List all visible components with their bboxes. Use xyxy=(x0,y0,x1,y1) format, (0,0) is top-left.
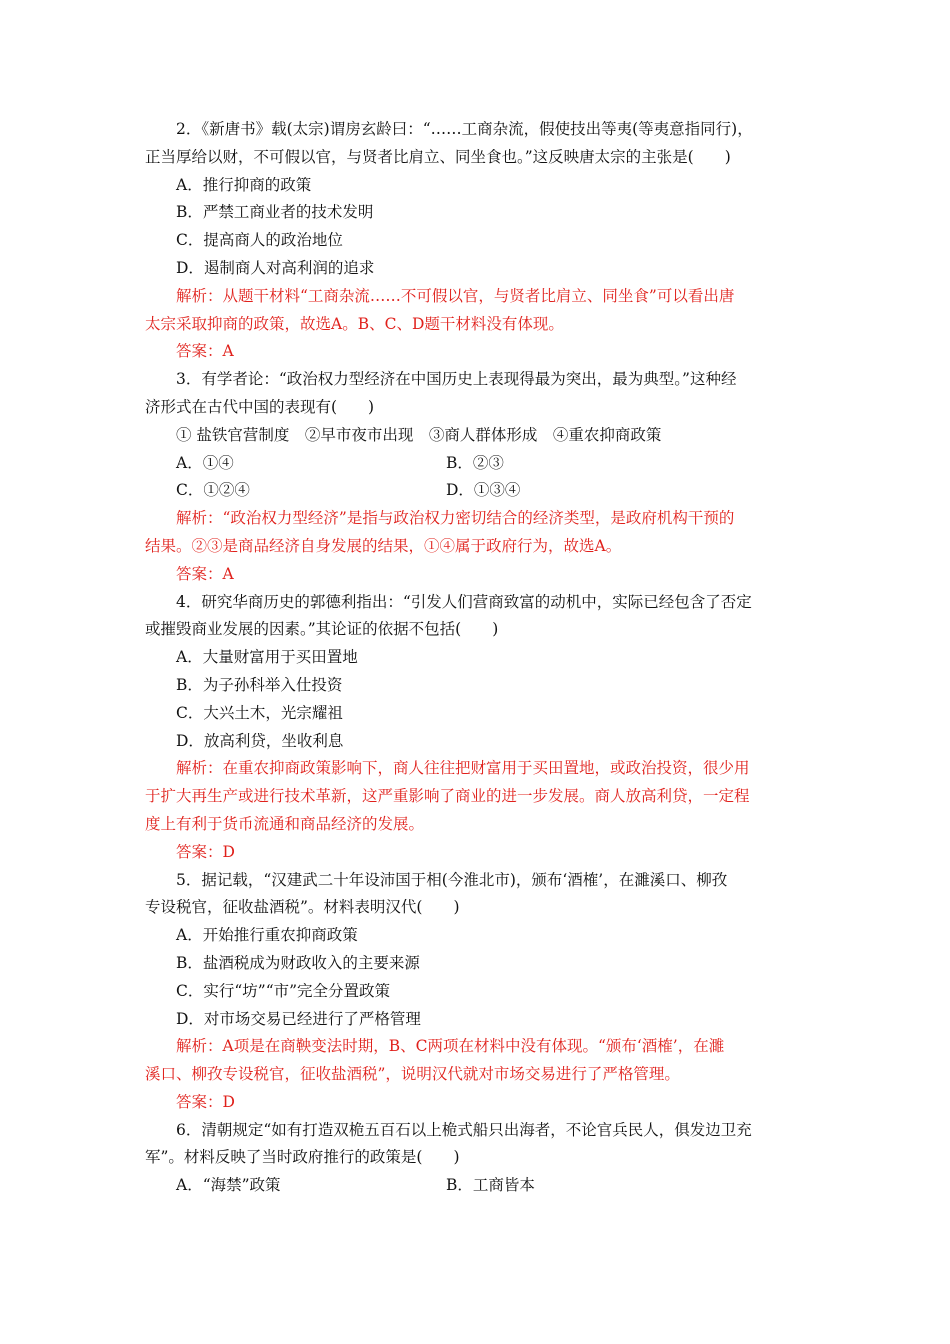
q2-analysis-line1: 解析：从题干材料“工商杂流……不可假以官，与贤者比肩立、同坐食”可以看出唐 xyxy=(176,286,735,305)
q4-analysis-line3: 度上有利于货币流通和商品经济的发展。 xyxy=(145,814,425,833)
q5-stem-line2: 专设税官，征收盐酒税”。材料表明汉代( ) xyxy=(145,898,460,917)
q4-stem-line1: 4．研究华商历史的郭德利指出：“引发人们营商致富的动机中，实际已经包含了否定 xyxy=(176,592,752,611)
q2-option-c: C．提高商人的政治地位 xyxy=(176,231,343,250)
q6-stem-line1: 6．清朝规定“如有打造双桅五百石以上桅式船只出海者，不论官兵民人，俱发边卫充 xyxy=(176,1120,752,1139)
q4-answer: 答案：D xyxy=(176,842,235,861)
q3-options-row1 xyxy=(145,450,813,478)
q6-option-b: B．工商皆本 xyxy=(446,1176,535,1195)
q4-option-a: A．大量财富用于买田置地 xyxy=(176,648,358,667)
q3-option-c: C．①②④ xyxy=(176,481,250,500)
q3-items: ① 盐铁官营制度 ②早市夜市出现 ③商人群体形成 ④重农抑商政策 xyxy=(176,425,662,444)
q4-option-d: D．放高利贷，坐收利息 xyxy=(176,731,344,750)
document-page xyxy=(145,116,813,1200)
q3-analysis-line1: 解析：“政治权力型经济”是指与政治权力密切结合的经济类型，是政府机构干预的 xyxy=(176,509,735,528)
q4-analysis-line1: 解析：在重农抑商政策影响下，商人往往把财富用于买田置地，或政治投资，很少用 xyxy=(176,759,750,778)
q4-analysis-line2: 于扩大再生产或进行技术革新，这严重影响了商业的进一步发展。商人放高利贷，一定程 xyxy=(145,787,750,806)
q4-option-b: B．为子孙科举入仕投资 xyxy=(176,675,343,694)
q4-option-c: C．大兴土木，光宗耀祖 xyxy=(176,703,343,722)
q2-option-d: D．遏制商人对高利润的追求 xyxy=(176,258,375,277)
q3-answer: 答案：A xyxy=(176,564,234,583)
q3-analysis-line2: 结果。②③是商品经济自身发展的结果，①④属于政府行为，故选A。 xyxy=(145,536,622,555)
q2-stem-line1: 2．《新唐书》载(太宗)谓房玄龄曰：“……工商杂流，假使技出等夷(等夷意指同行)， xyxy=(176,120,753,138)
q5-analysis-line2: 溪口、柳孜专设税官，征收盐酒税”，说明汉代就对市场交易进行了严格管理。 xyxy=(145,1065,680,1084)
q5-answer: 答案：D xyxy=(176,1092,235,1111)
q5-option-a: A．开始推行重农抑商政策 xyxy=(176,926,358,945)
q5-option-d: D．对市场交易已经进行了严格管理 xyxy=(176,1009,421,1028)
q2-option-b: B．严禁工商业者的技术发明 xyxy=(176,203,374,222)
q3-option-d: D．①③④ xyxy=(446,481,521,500)
q3-stem-line1: 3．有学者论：“政治权力型经济在中国历史上表现得最为突出，最为典型。”这种经 xyxy=(176,370,737,389)
q5-option-b: B．盐酒税成为财政收入的主要来源 xyxy=(176,953,420,972)
q5-option-c: C．实行“坊”“市”完全分置政策 xyxy=(176,981,391,1000)
q6-option-a: A．“海禁”政策 xyxy=(176,1176,281,1195)
q3-option-b: B．②③ xyxy=(446,453,504,472)
q2-answer: 答案：A xyxy=(176,342,234,361)
q2-stem-line2: 正当厚给以财，不可假以官，与贤者比肩立、同坐食也。”这反映唐太宗的主张是( ) xyxy=(145,147,731,166)
q2-analysis-line2: 太宗采取抑商的政策，故选A。B、C、D题干材料没有体现。 xyxy=(145,314,564,333)
q3-stem-line2: 济形式在古代中国的表现有( ) xyxy=(145,397,375,416)
q4-stem-line2: 或摧毁商业发展的因素。”其论证的依据不包括( ) xyxy=(145,620,499,639)
q6-stem-line2: 军”。材料反映了当时政府推行的政策是( ) xyxy=(145,1148,460,1167)
q5-analysis-line1: 解析：A项是在商鞅变法时期，B、C两项在材料中没有体现。“颁布‘酒榷’，在濉 xyxy=(176,1037,725,1056)
q2-option-a: A．推行抑商的政策 xyxy=(176,175,312,194)
q5-stem-line1: 5．据记载，“汉建武二十年设沛国于相(今淮北市)，颁布‘酒榷’，在濉溪口、柳孜 xyxy=(176,870,728,889)
q3-options-row2 xyxy=(145,477,813,505)
q3-option-a: A．①④ xyxy=(176,453,234,472)
q6-options-row1 xyxy=(145,1172,813,1200)
